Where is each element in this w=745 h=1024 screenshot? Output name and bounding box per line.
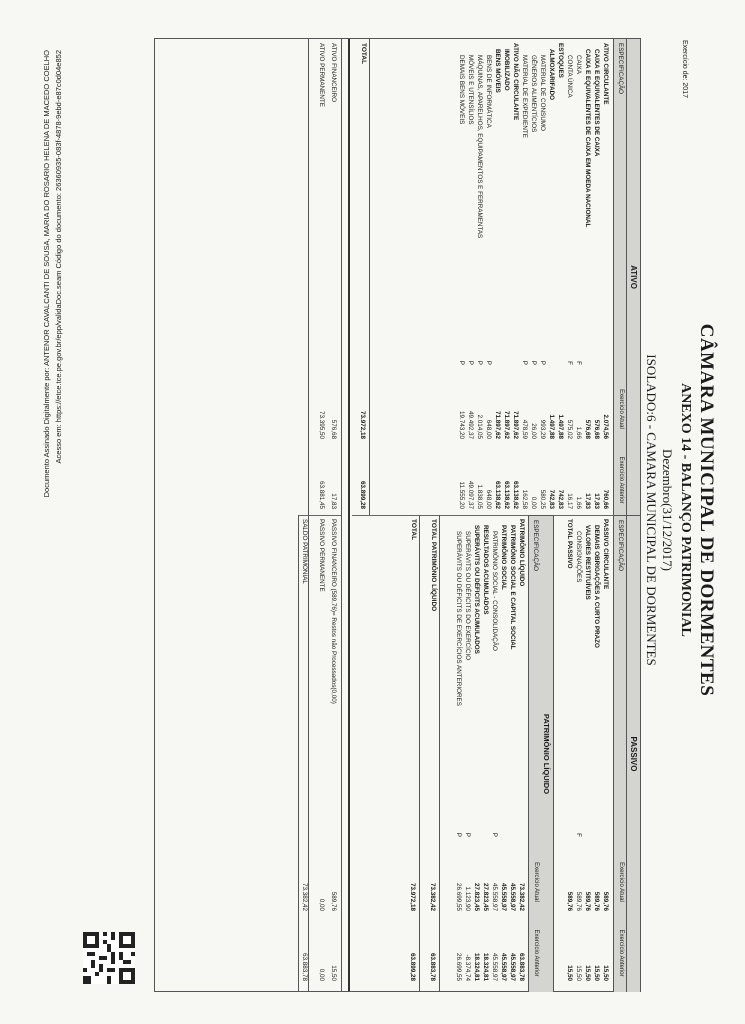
passivo-section-title: PASSIVO	[629, 736, 638, 772]
access-url-line: Acesso em: https://etce.tce.pe.gov.br/epp/validaDoc.seam Código do documento: 26360935-083f-4878-9ebd-e87c0d04e852	[54, 50, 63, 464]
ativo-col-atual: Exercício Atual	[618, 389, 624, 429]
ativo-permanente-label: ATIVO PERMANENTE	[318, 43, 325, 107]
pl-row-label: PATRIMÔNIO SOCIAL E CAPITAL SOCIAL	[509, 525, 516, 650]
pl-row-flag: P	[455, 832, 462, 837]
passivo-row-label: DEMAIS OBRIGAÇÕES A CURTO PRAZO	[593, 525, 600, 648]
pl-grand-total-label: TOTAL	[410, 519, 417, 541]
ativo-row-flag: P	[458, 360, 465, 365]
ativo-row-atual: 1.497,88	[557, 414, 564, 439]
ativo-row-atual: 2.014,05	[476, 414, 483, 439]
pl-row-anterior: 18.324,81	[473, 952, 480, 981]
pl-row-anterior: 45.558,97	[500, 952, 507, 981]
pl-row-atual: 45.558,97	[509, 882, 516, 911]
ativo-row-atual: 26,00	[530, 423, 537, 439]
ativo-row-flag: F	[575, 361, 582, 365]
passivo-row-anterior: 15,50	[602, 965, 609, 981]
pl-section-title: PATRIMÔNIO LÍQUIDO	[542, 713, 551, 795]
pl-row-flag: P	[491, 832, 498, 837]
ativo-permanente-atual: 73.395,50	[318, 410, 325, 439]
ativo-row-label: ATIVO CIRCULANTE	[602, 43, 609, 105]
ativo-row-anterior: 760,66	[602, 489, 609, 509]
ativo-row-atual: 1.497,88	[548, 414, 555, 439]
pl-row-label: PATRIMÔNIO SOCIAL	[500, 525, 507, 590]
ativo-row-anterior: 16,17	[566, 493, 573, 509]
ativo-table	[380, 39, 610, 515]
passivo-permanente-label: PASSIVO PERMANENTE	[318, 519, 325, 592]
ativo-row-atual: 71.897,62	[494, 410, 501, 439]
passivo-financeiro-label: PASSIVO FINANCEIRO (589,76)= Restos não Processados(0,00)	[330, 519, 337, 704]
ativo-row-label: DEMAIS BENS MÓVEIS	[458, 55, 465, 125]
saldo-anterior: 63.883,78	[301, 952, 308, 981]
pl-row-label: PATRIMÔNIO LÍQUIDO	[518, 519, 525, 587]
ativo-row-atual: 648,00	[485, 419, 492, 439]
passivo-row-anterior: 15,50	[575, 965, 582, 981]
ativo-column-header-row	[613, 39, 626, 515]
ativo-row-flag: P	[530, 360, 537, 365]
ativo-row-flag: P	[476, 360, 483, 365]
ativo-row-label: BENS DE INFORMÁTICA	[485, 55, 492, 128]
ativo-row-label: CAIXA E EQUIVALENTES DE CAIXA	[593, 49, 600, 157]
ativo-col-spec: ESPECIFICAÇÃO	[617, 43, 624, 95]
passivo-row-anterior: 15,50	[584, 965, 591, 981]
ativo-row-atual: 576,68	[584, 419, 591, 439]
balance-frame	[154, 38, 641, 992]
pl-row-label: RESULTADOS ACUMULADOS	[482, 525, 489, 615]
digital-signature-line: Documento Assinado Digitalmente por: ANTENOR CAVALCANTI DE SOUSA, MARIA DO ROSARIO HELENA DE MACEDO COELHO	[42, 50, 51, 498]
passivo-table	[560, 515, 610, 991]
ativo-row-anterior: 580,25	[539, 489, 546, 509]
pl-row-atual: 73.382,42	[518, 882, 525, 911]
ativo-row-anterior: 63.138,62	[494, 480, 501, 509]
ativo-financeiro-atual: 576,68	[330, 419, 337, 439]
ativo-financeiro-anterior: 17,83	[330, 493, 337, 509]
pl-row-atual: 27.823,45	[482, 882, 489, 911]
ativo-row-anterior: 162,58	[521, 489, 528, 509]
pl-total-anterior: 63.883,78	[429, 952, 436, 981]
ativo-row-atual: 71.897,62	[512, 410, 519, 439]
passivo-row-atual: 589,76	[566, 891, 573, 911]
pl-row-atual: 26.699,55	[455, 882, 462, 911]
passivo-row-label: PASSIVO CIRCULANTE	[602, 519, 609, 590]
ativo-row-label: CAIXA	[575, 55, 582, 74]
pl-row-anterior: -8.374,74	[464, 954, 471, 981]
passivo-financeiro-atual: 589,76	[330, 891, 337, 911]
ativo-row-label: MÁQUINAS, APARELHOS, EQUIPAMENTOS E FERRAMENTAS	[476, 55, 483, 239]
ativo-row-label: CAIXA E EQUIVALENTES DE CAIXA EM MOEDA NACIONAL	[584, 49, 591, 228]
ativo-permanente-anterior: 63.881,45	[318, 480, 325, 509]
saldo-label: SALDO PATRIMONIAL	[301, 519, 308, 584]
ativo-row-atual: 576,68	[593, 419, 600, 439]
ativo-row-atual: 478,59	[521, 419, 528, 439]
ativo-row-label: IMOBILIZADO	[503, 49, 510, 91]
saldo-atual: 73.382,42	[301, 882, 308, 911]
pl-total-rule	[439, 515, 440, 991]
ativo-row-anterior: 11.555,20	[458, 481, 465, 509]
pl-header-band	[540, 515, 554, 992]
passivo-row-atual: 589,76	[575, 891, 582, 911]
pl-table	[446, 515, 526, 991]
ativo-row-anterior: 742,83	[557, 489, 564, 509]
ativo-row-atual: 575,02	[566, 419, 573, 439]
pl-column-header-row	[528, 515, 541, 992]
pl-row-anterior: 63.883,78	[518, 952, 525, 981]
ativo-row-flag: F	[566, 361, 573, 365]
passivo-col-atual: Exercício Atual	[618, 862, 624, 902]
ativo-row-label: ATIVO NÃO CIRCULANTE	[512, 43, 519, 121]
ativo-row-label: BENS MÓVEIS	[494, 49, 501, 93]
passivo-col-spec: ESPECIFICAÇÃO	[617, 520, 624, 572]
pl-row-atual: 45.558,97	[491, 882, 498, 911]
pl-row-atual: 45.558,97	[500, 882, 507, 911]
ativo-row-anterior: 1,66	[575, 496, 582, 509]
pl-row-label: SUPERÁVITS OU DÉFICITS DO EXERCÍCIO	[464, 531, 471, 661]
pl-col-atual: Exercício Atual	[533, 862, 539, 902]
ativo-row-anterior: 49.097,37	[467, 480, 474, 509]
pl-row-anterior: 18.324,81	[482, 952, 489, 981]
ativo-row-atual: 19.743,20	[458, 410, 465, 439]
ativo-row-atual: 49.492,37	[467, 410, 474, 439]
ativo-total-rule	[369, 39, 370, 515]
passivo-row-atual: 589,76	[593, 891, 600, 911]
pl-col-anterior: Exercício Anterior	[533, 929, 539, 977]
entity-label: ISOLADO:6 - CAMARA MUNICIPAL DE DORMENTES	[644, 354, 659, 666]
pl-row-anterior: 45.558,97	[509, 952, 516, 981]
passivo-header-band	[626, 515, 640, 992]
ativo-section-title: ATIVO	[629, 265, 638, 289]
pl-row-label: SUPERÁVITS OU DÉFICITS ACUMULADOS	[473, 525, 480, 654]
pl-row-label: PATRIMÔNIO SOCIAL - CONSOLIDAÇÃO	[491, 531, 498, 651]
pl-row-anterior: 45.558,97	[491, 952, 498, 981]
passivo-row-label: VALORES RESTITUÍVEIS	[584, 525, 591, 600]
ativo-row-label: CONTA ÚNICA	[566, 55, 573, 98]
passivo-row-atual: 589,76	[602, 891, 609, 911]
passivo-row-label: TOTAL PASSIVO	[566, 519, 573, 569]
passivo-row-flag: F	[575, 833, 582, 837]
summary-table	[308, 39, 342, 991]
ativo-row-atual: 1,66	[575, 426, 582, 439]
ativo-row-anterior: 648,00	[485, 489, 492, 509]
ativo-total-label: TOTAL	[360, 43, 367, 65]
ativo-row-label: ALMOXARIFADO	[548, 49, 555, 101]
ativo-col-anterior: Exercício Anterior	[618, 456, 624, 504]
ativo-row-flag: P	[521, 360, 528, 365]
ativo-total-atual: 73.972,18	[359, 410, 366, 439]
pl-col-spec: ESPECIFICAÇÃO	[532, 520, 539, 572]
ativo-row-anterior: 17,83	[584, 493, 591, 509]
ativo-row-anterior: 63.138,62	[512, 480, 519, 509]
ativo-row-flag: P	[467, 360, 474, 365]
pl-grand-total-anterior: 63.899,28	[409, 952, 416, 981]
pl-row-flag: P	[464, 832, 471, 837]
ativo-row-atual: 2.074,56	[602, 414, 609, 439]
summary-separator	[348, 39, 350, 991]
passivo-row-label: CONSIGNAÇÕES	[575, 531, 582, 583]
ativo-row-flag: P	[485, 360, 492, 365]
passivo-row-anterior: 15,50	[593, 965, 600, 981]
pl-row-label: SUPERÁVITS OU DÉFICITS DE EXERCÍCIOS ANTERIORES	[455, 531, 462, 706]
ativo-row-label: MATERIAL DE CONSUMO	[539, 55, 546, 131]
passivo-row-anterior: 15,50	[566, 965, 573, 981]
ativo-header-band	[626, 39, 640, 515]
ativo-row-label: ESTOQUES	[557, 43, 564, 78]
ativo-row-flag: P	[539, 360, 546, 365]
ativo-total-anterior: 63.899,28	[359, 480, 366, 509]
pl-row-atual: 27.823,45	[473, 882, 480, 911]
qr-code-icon	[83, 932, 135, 984]
saldo-row	[298, 515, 310, 991]
ativo-row-label: GÊNEROS ALIMENTÍCIOS	[530, 55, 537, 133]
pl-row-anterior: 26.699,55	[455, 952, 462, 981]
passivo-permanente-atual: 0,00	[318, 898, 325, 911]
passivo-financeiro-anterior: 15,50	[330, 965, 337, 981]
ativo-row-label: MÓVEIS E UTENSÍLIOS	[467, 55, 474, 125]
exercise-year: Exercício de: 2017	[681, 40, 688, 98]
passivo-row-atual: 589,76	[584, 891, 591, 911]
pl-total-label: TOTAL PATRIMÔNIO LÍQUIDO	[430, 519, 437, 612]
passivo-column-header-row	[613, 515, 626, 992]
passivo-col-anterior: Exercício Anterior	[618, 929, 624, 977]
ativo-row-anterior: 1.838,05	[476, 484, 483, 509]
pl-total-atual: 73.382,42	[429, 882, 436, 911]
period-label: Dezembro(31/12/2017)	[660, 448, 675, 572]
ativo-row-label: MATERIAL DE EXPEDIENTE	[521, 55, 528, 138]
passivo-permanente-anterior: 0,00	[318, 968, 325, 981]
ativo-row-anterior: 63.138,62	[503, 480, 510, 509]
ativo-row-anterior: 0,00	[530, 496, 537, 509]
document-title: CÂMARA MUNICIPAL DE DORMENTES	[696, 323, 717, 697]
annex-title: ANEXO 14 - BALANÇO PATRIMONIAL	[678, 383, 693, 637]
ativo-financeiro-label: ATIVO FINANCEIRO	[330, 43, 337, 103]
ativo-row-anterior: 742,83	[548, 489, 555, 509]
pl-row-atual: 1.123,90	[464, 886, 471, 911]
pl-grand-total-rule-top	[419, 515, 420, 991]
ativo-row-atual: 993,29	[539, 419, 546, 439]
ativo-row-anterior: 17,83	[593, 493, 600, 509]
pl-grand-total-atual: 73.972,18	[409, 882, 416, 911]
ativo-row-atual: 71.897,62	[503, 410, 510, 439]
